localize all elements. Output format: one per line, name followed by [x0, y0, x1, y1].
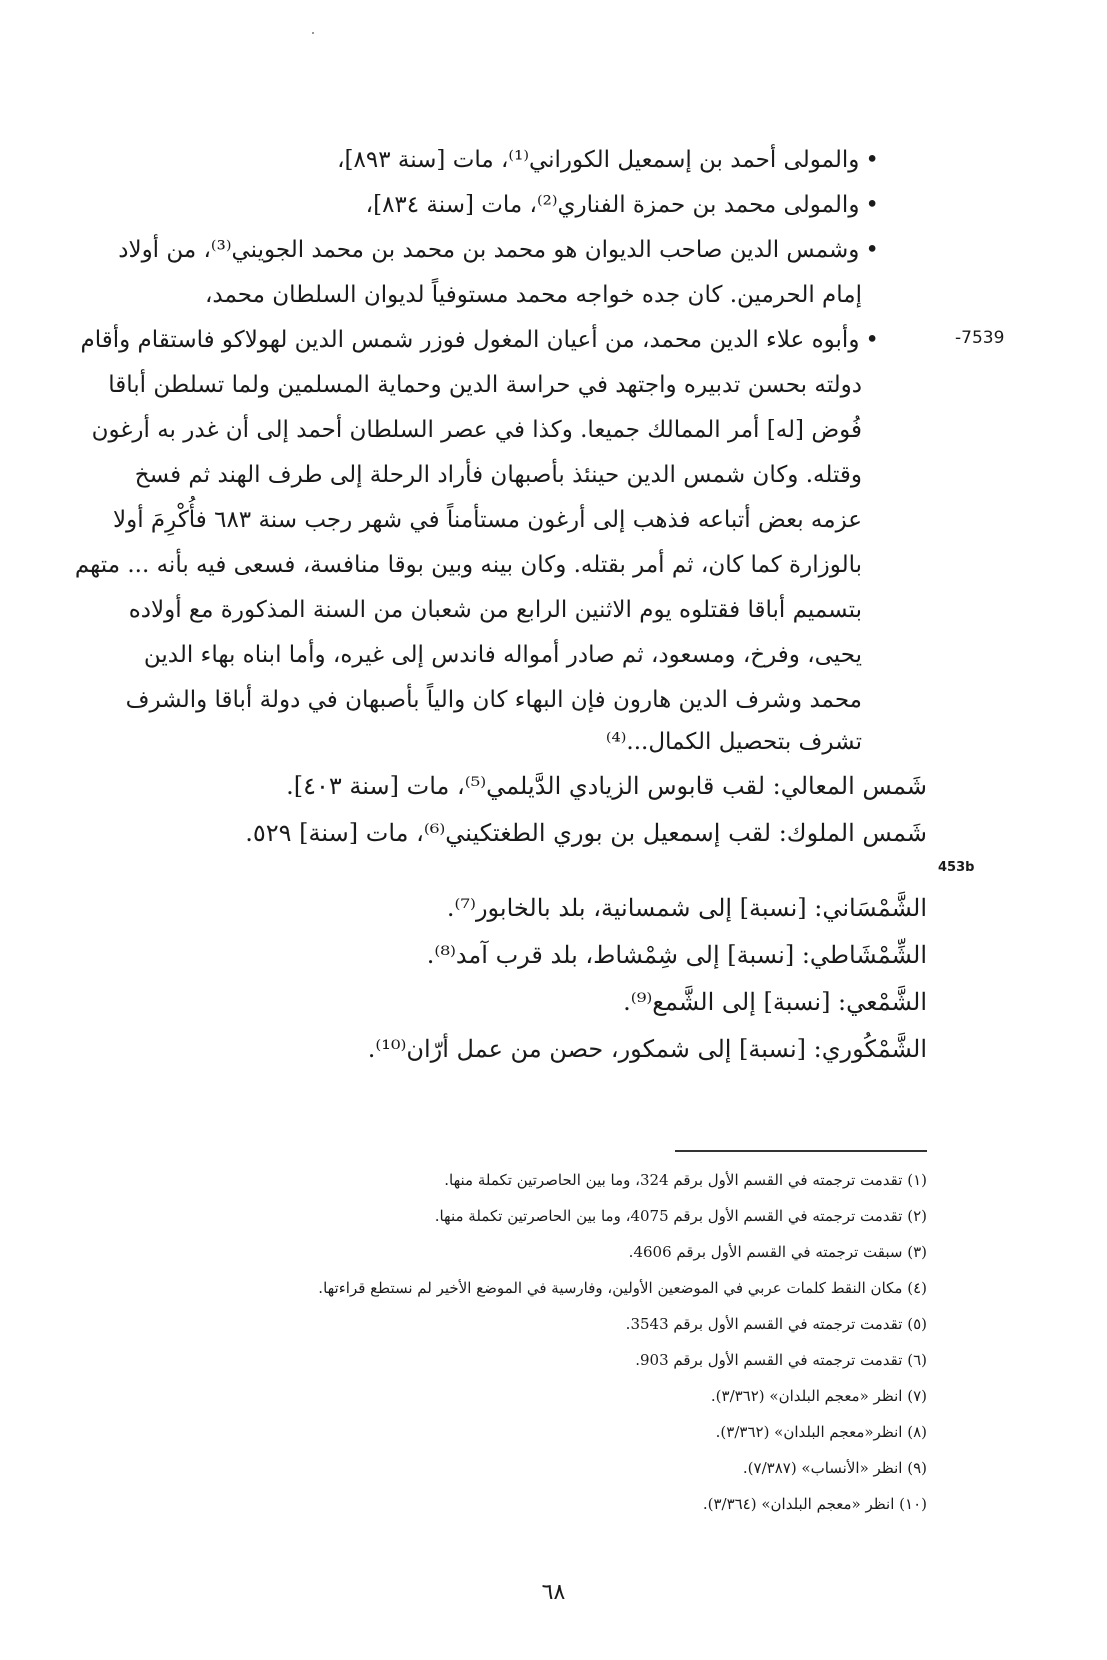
headword-entry-shams-al-maali: شَمس المعالي: لقب قابوس الزيادي الدَّيلمي⁽⁵⁾، مات [سنة ٤٠٣]. [286, 772, 927, 800]
paragraph-line: بالوزارة كما كان، ثم أمر بقتله. وكان بينه وبين بوقا منافسة، فسعى فيه بأنه ... متهم [74, 552, 862, 578]
bullet-marker: • [865, 237, 879, 263]
bullet-entry-3 [118, 230, 879, 270]
footnote-8: (٨) انظر«معجم البلدان» (٣/٣٦٢). [715, 1423, 927, 1441]
nisba-entry-shimshati: الشِّمْشَاطي: [نسبة] إلى شِمْشاط، بلد قرب آمد⁽⁸⁾. [426, 941, 927, 969]
bullet-text: والمولى محمد بن حمزة الفناري⁽²⁾، مات [سنة ٨٣٤]، [365, 192, 860, 218]
footnote-2: (٢) تقدمت ترجمته في القسم الأول برقم 4075، وما بين الحاصرتين تكملة منها. [434, 1207, 927, 1225]
footnote-5: (٥) تقدمت ترجمته في القسم الأول برقم 3543. [625, 1315, 927, 1333]
bullet-text: وشمس الدين صاحب الديوان هو محمد بن محمد بن محمد الجويني⁽³⁾، من أولاد [118, 237, 860, 263]
paragraph-line: دولته بحسن تدبيره واجتهد في حراسة الدين وحماية المسلمين ولما تسلطن أباقا [108, 372, 862, 398]
footnote-1: (١) تقدمت ترجمته في القسم الأول برقم 324، وما بين الحاصرتين تكملة منها. [444, 1171, 927, 1189]
paragraph-line: عزمه بعض أتباعه فذهب إلى أرغون مستأمناً في شهر رجب سنة ٦٨٣ فأُكْرِمَ أولا [112, 507, 862, 533]
margin-folio-marker: 453b [938, 860, 975, 875]
paragraph-line: فُوض [له] أمر الممالك جميعا. وكذا في عصر السلطان أحمد إلى أن غدر به أرغون [91, 417, 862, 443]
paragraph-last-line: تشرف بتحصيل الكمال...⁽⁴⁾ [605, 729, 862, 755]
paragraph-line: محمد وشرف الدين هارون فإن البهاء كان والياً بأصبهان في دولة أباقا والشرف [125, 687, 862, 713]
bullet-marker: • [865, 192, 879, 218]
nisba-entry-shami: الشَّمْعي: [نسبة] إلى الشَّمع⁽⁹⁾. [623, 988, 927, 1016]
paragraph-line: بتسميم أباقا فقتلوه يوم الاثنين الرابع من شعبان من السنة المذكورة مع أولاده [128, 597, 862, 623]
page-number: ٦٨ [541, 1580, 566, 1605]
margin-note-number: -7539 [955, 328, 1005, 348]
footnote-3: (٣) سبقت ترجمته في القسم الأول برقم 4606. [628, 1243, 927, 1261]
footnote-separator [675, 1150, 927, 1152]
nisba-entry-shamsani: الشَّمْسَاني: [نسبة] إلى شمسانية، بلد بالخابور⁽⁷⁾. [446, 894, 927, 922]
footnote-7: (٧) انظر «معجم البلدان» (٣/٣٦٢). [710, 1387, 927, 1405]
nisba-entry-shamkuri: الشَّمْكُوري: [نسبة] إلى شمكور، حصن من عمل أرّان⁽¹⁰⁾. [367, 1035, 927, 1063]
bullet-marker: • [865, 147, 879, 173]
paragraph-first-text: وأبوه علاء الدين محمد، من أعيان المغول فوزر شمس الدين لهولاكو فاستقام وأقام [80, 327, 860, 353]
footnote-4: (٤) مكان النقط كلمات عربي في الموضعين الأولين، وفارسية في الموضع الأخير لم نستطع قراءتها. [318, 1279, 927, 1297]
paragraph-line: يحيى، وفرخ، ومسعود، ثم صادر أمواله فاندس إلى غيره، وأما ابناه بهاء الدين [143, 642, 862, 668]
footnote-10: (١٠) انظر «معجم البلدان» (٣/٣٦٤). [702, 1495, 927, 1513]
paragraph-first-line [80, 320, 879, 360]
footnote-6: (٦) تقدمت ترجمته في القسم الأول برقم 903. [635, 1351, 927, 1369]
bullet-entry-3-continuation: إمام الحرمين. كان جده خواجه محمد مستوفياً لديوان السلطان محمد، [204, 282, 862, 308]
headword-entry-shams-al-muluk: شَمس الملوك: لقب إسمعيل بن بوري الطغتكيني⁽⁶⁾، مات [سنة] ٥٢٩. [245, 819, 927, 847]
stray-dot [312, 32, 314, 34]
bullet-marker: • [865, 327, 879, 353]
bullet-text: والمولى أحمد بن إسمعيل الكوراني⁽¹⁾، مات [سنة ٨٩٣]، [337, 147, 860, 173]
paragraph-line: وقتله. وكان شمس الدين حينئذ بأصبهان فأراد الرحلة إلى طرف الهند ثم فسخ [134, 462, 862, 488]
footnote-9: (٩) انظر «الأنساب» (٧/٣٨٧). [742, 1459, 927, 1477]
bullet-entry-2 [366, 185, 879, 225]
bullet-entry-1 [337, 140, 879, 180]
